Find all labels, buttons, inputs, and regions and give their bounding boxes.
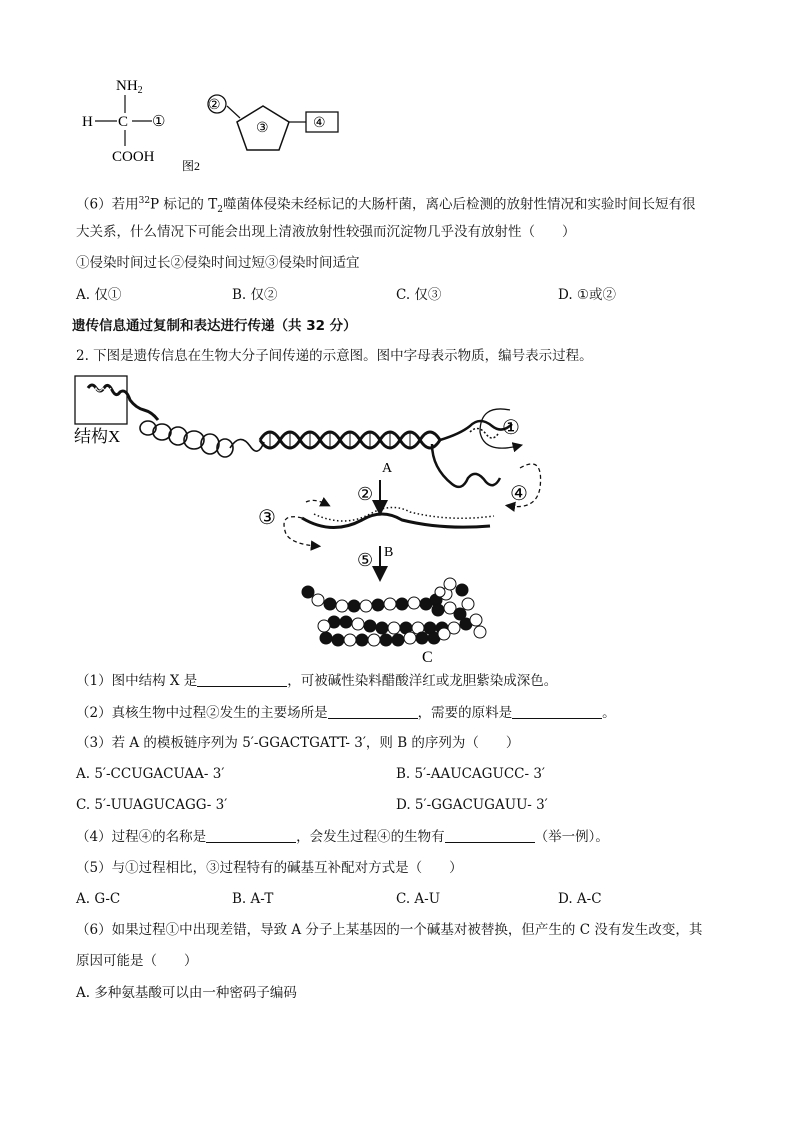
q1-answer-blank[interactable]: [197, 672, 287, 687]
figure-2-drawing: [70, 68, 370, 178]
label-a: A: [382, 461, 393, 476]
prev-q6-line3: ①侵染时间过长②侵染时间过短③侵染时间适宜: [76, 255, 360, 271]
q3-option-c[interactable]: C. 5′-UUAGUCAGG- 3′: [76, 797, 228, 813]
nh2-label: $NH_2$: [116, 78, 143, 96]
process-4-label: ④: [510, 483, 528, 505]
q1: （1）图中结构 X 是 ，可被碱性染料醋酸洋红或龙胆紫染成深色。: [76, 673, 558, 689]
q4-name-blank[interactable]: [206, 828, 296, 843]
q5: （5）与①过程相比，③过程特有的碱基互补配对方式是（ ）: [76, 860, 463, 876]
central-dogma-diagram: [70, 370, 550, 670]
group-1-label: ①: [152, 114, 166, 130]
process-3-label: ③: [258, 507, 276, 529]
central-dogma-svg: [70, 370, 550, 670]
c-label: C: [118, 114, 129, 130]
group-2-label: ②: [208, 98, 221, 113]
q2-material-blank[interactable]: [512, 704, 602, 719]
prev-q6-option-c[interactable]: C. 仅③: [396, 287, 442, 303]
structure-x-label: 结构X: [74, 427, 121, 446]
q2: （2）真核生物中过程②发生的主要场所是 ，需要的原料是 。: [76, 705, 616, 721]
q2-intro: 2. 下图是遗传信息在生物大分子间传递的示意图。图中字母表示物质，编号表示过程。: [76, 348, 593, 364]
q6-line1: （6）如果过程①中出现差错，导致 A 分子上某基因的一个碱基对被替换，但产生的 C 没有发生改变，其: [76, 922, 703, 938]
process-2-label: ②: [357, 484, 374, 504]
q3-option-d[interactable]: D. 5′-GGACUGAUU- 3′: [396, 797, 548, 813]
q5-option-b[interactable]: B. A-T: [232, 891, 274, 907]
process-5-label: ⑤: [357, 550, 374, 570]
label-c: C: [422, 649, 433, 666]
process-1-label: ①: [502, 417, 520, 439]
structure-x-box: [75, 376, 127, 424]
q4-organism-blank[interactable]: [445, 828, 535, 843]
q3-option-a[interactable]: A. 5′-CCUGACUAA- 3′: [76, 766, 225, 782]
q6-option-a[interactable]: A. 多种氨基酸可以由一种密码子编码: [76, 985, 297, 1001]
polypeptide-chain: [302, 578, 486, 646]
q5-option-a[interactable]: A. G-C: [76, 891, 121, 907]
figure-2-caption: 图2: [182, 159, 201, 173]
q5-option-c[interactable]: C. A-U: [396, 891, 441, 907]
cooh-label: COOH: [112, 149, 155, 165]
q5-option-d[interactable]: D. A-C: [558, 891, 602, 907]
group-4-label: ④: [313, 116, 326, 131]
prev-q6-line1: （6）若用$^{32}$P 标记的 $T_2$噬菌体侵染未经标记的大肠杆菌，离心后检测的放射性情况和实验时间长短有很: [76, 196, 696, 216]
figure-2: [70, 68, 370, 178]
q3: （3）若 A 的模板链序列为 5′-GGACTGATT- 3′，则 B 的序列为（ ）: [76, 735, 520, 751]
prev-q6-line2: 大关系，什么情况下可能会出现上清液放射性较强而沉淀物几乎没有放射性（ ）: [76, 224, 576, 240]
section-heading: 遗传信息通过复制和表达进行传递（共 32 分）: [72, 318, 357, 334]
group-3-label: ③: [256, 121, 269, 136]
chromatin-coil: [140, 421, 264, 457]
q4: （4）过程④的名称是 ，会发生过程④的生物有 （举一例）。: [76, 829, 609, 845]
q6-line2: 原因可能是（ ）: [76, 953, 198, 969]
label-b: B: [384, 545, 394, 560]
prev-q6-option-b[interactable]: B. 仅②: [232, 287, 278, 303]
mrna-strand: [302, 514, 490, 528]
h-label: H: [82, 114, 93, 130]
q2-site-blank[interactable]: [328, 704, 418, 719]
prev-q6-option-a[interactable]: A. 仅①: [76, 287, 122, 303]
prev-q6-option-d[interactable]: D. ①或②: [558, 287, 617, 303]
q3-option-b[interactable]: B. 5′-AAUCAGUCC- 3′: [396, 766, 546, 782]
